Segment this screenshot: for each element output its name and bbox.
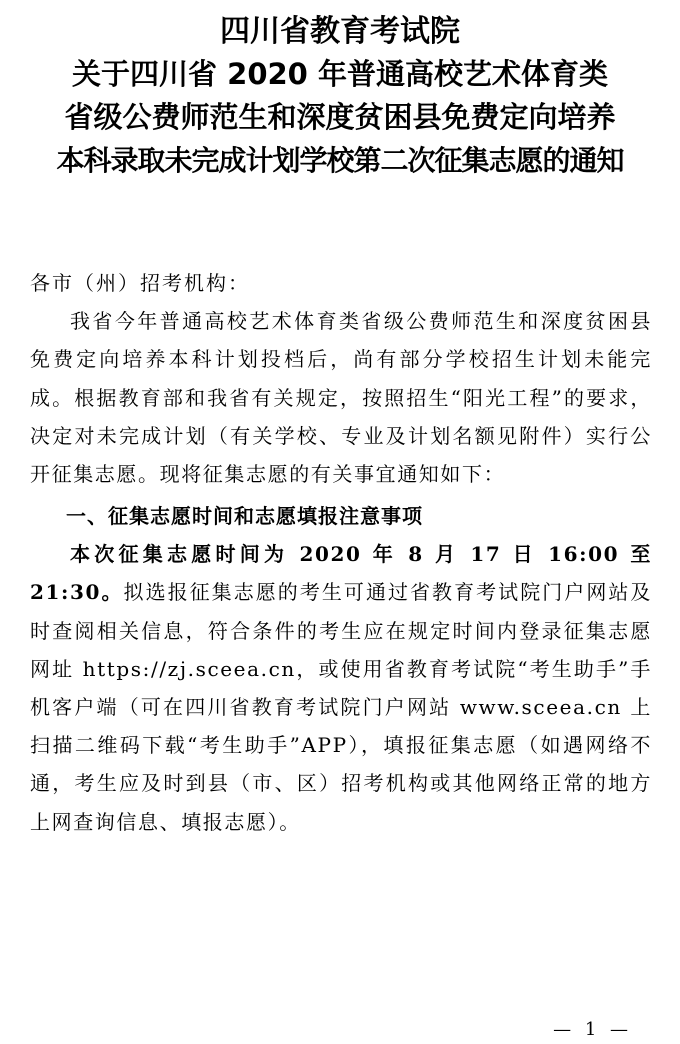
title-line-4: 本科录取未完成计划学校第二次征集志愿的通知	[56, 144, 624, 177]
timing-bold-text: 本次征集志愿时间为 2020 年 8 月 17 日 16:00 至 21:30。	[30, 542, 652, 605]
page-number: — 1 —	[553, 1019, 632, 1040]
title-issuer: 四川省教育考试院	[220, 14, 460, 49]
paragraph-timing	[30, 535, 652, 841]
salutation: 各市（州）招考机构：	[30, 271, 250, 295]
section-heading-1: 一、征集志愿时间和志愿填报注意事项	[66, 504, 423, 529]
document-title	[0, 0, 680, 182]
document-body	[30, 264, 652, 841]
paragraph-intro: 我省今年普通高校艺术体育类省级公费师范生和深度贫困县免费定向培养本科计划投档后，尚有部分学校招生计划未能完成。根据教育部和我省有关规定，按照招生“阳光工程”的要求，决定对未完成计划（有关学校、专业及计划名额见附件）实行公开征集志愿。现将征集志愿的有关事宜通知如下：	[30, 309, 652, 487]
title-line-2: 关于四川省 2020 年普通高校艺术体育类	[72, 57, 608, 91]
title-line-3: 省级公费师范生和深度贫困县免费定向培养	[64, 100, 616, 134]
timing-detail-text: 拟选报征集志愿的考生可通过省教育考试院门户网站及时查阅相关信息，符合条件的考生应在规定时间内登录征集志愿网址 https://zj.sceea.cn，或使用省教育考试院“考生助手”手机客户端（可在四川省教育考试院门户网站 www.sceea.cn 上扫描二维码下载“考生助手”APP），填报征集志愿（如遇网络不通，考生应及时到县（市、区）招考机构或其他网络正常的地方上网查询信息、填报志愿）。	[30, 580, 652, 834]
